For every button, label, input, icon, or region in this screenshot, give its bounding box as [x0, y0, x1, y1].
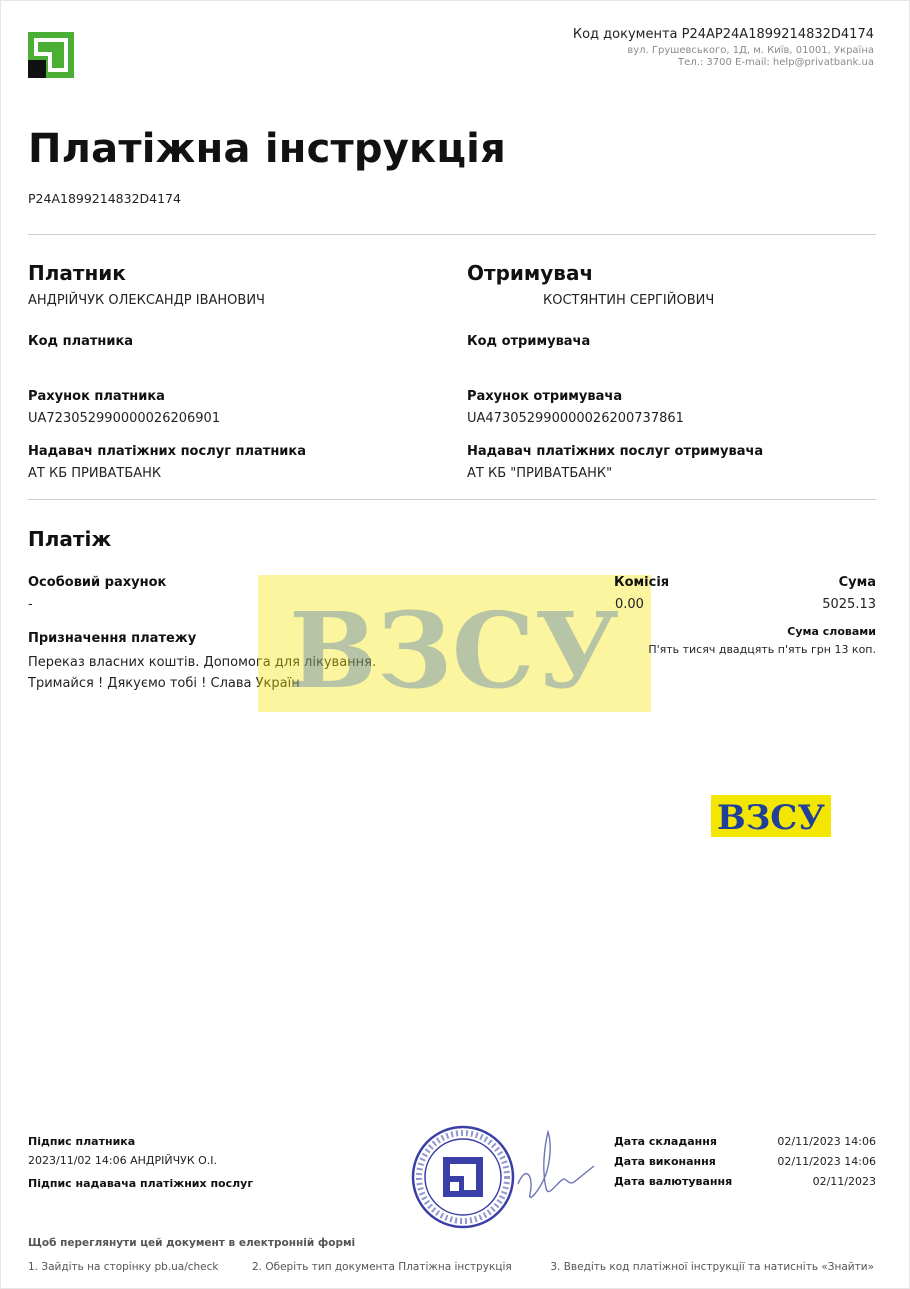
- recipient-account: UA473052990000026200737861: [467, 411, 684, 426]
- payer-code-label: Код платника: [28, 334, 134, 349]
- sum-words-label: Сума словами: [787, 625, 876, 638]
- recipient-account-label: Рахунок отримувача: [467, 389, 623, 404]
- instruction-id: P24A1899214832D4174: [28, 191, 181, 206]
- commission-label: Комісія: [614, 575, 670, 590]
- handwritten-signature-icon: [512, 1124, 596, 1212]
- divider: [28, 499, 876, 500]
- purpose-line-1: Переказ власних коштів. Допомога для лікування.: [28, 655, 377, 670]
- document-code: Код документа P24AP24A1899214832D4174: [572, 27, 874, 42]
- payer-heading: Платник: [28, 261, 126, 285]
- recipient-provider-label: Надавач платіжних послуг отримувача: [467, 444, 764, 459]
- personal-account-label: Особовий рахунок: [28, 575, 167, 590]
- date-value-label: Дата валютування: [614, 1175, 733, 1188]
- vzsu-small-stamp-text: ВЗСУ: [717, 798, 825, 837]
- vzsu-small-stamp: [711, 795, 831, 837]
- bank-seal-icon: [410, 1124, 516, 1230]
- payer-provider-label: Надавач платіжних послуг платника: [28, 444, 307, 459]
- footer-step-3: 3. Введіть код платіжної інструкції та натисніть «Знайти»: [550, 1261, 874, 1273]
- page-title: Платіжна інструкція: [28, 126, 506, 172]
- personal-account-value: -: [28, 597, 33, 612]
- date-value-value: 02/11/2023: [812, 1175, 876, 1188]
- date-executed-label: Дата виконання: [614, 1155, 716, 1168]
- bank-address: вул. Грушевського, 1Д, м. Київ, 01001, Україна: [627, 45, 874, 56]
- vzsu-stamp-text: ВЗСУ: [288, 589, 620, 712]
- payer-account-label: Рахунок платника: [28, 389, 165, 404]
- date-executed-value: 02/11/2023 14:06: [777, 1155, 876, 1168]
- footer-step-2: 2. Оберіть тип документа Платіжна інструкція: [252, 1261, 512, 1273]
- privatbank-logo-icon: [28, 32, 74, 78]
- recipient-name: КОСТЯНТИН СЕРГІЙОВИЧ: [543, 293, 715, 308]
- provider-signature-label: Підпис надавача платіжних послуг: [28, 1177, 254, 1190]
- payer-signature-label: Підпис платника: [28, 1135, 136, 1148]
- recipient-provider: АТ КБ "ПРИВАТБАНК": [467, 466, 613, 481]
- sum-value: 5025.13: [822, 597, 876, 612]
- date-created-value: 02/11/2023 14:06: [777, 1135, 876, 1148]
- recipient-heading: Отримувач: [467, 261, 594, 285]
- purpose-label: Призначення платежу: [28, 631, 197, 646]
- footer-step-1: 1. Зайдіть на сторінку pb.ua/check: [28, 1261, 219, 1273]
- sum-label: Сума: [838, 575, 876, 590]
- recipient-code-label: Код отримувача: [467, 334, 591, 349]
- purpose-line-2: Тримайся ! Дякуємо тобі ! Слава Україн: [28, 676, 300, 691]
- payment-heading: Платіж: [28, 527, 112, 551]
- payer-signature-value: 2023/11/02 14:06 АНДРІЙЧУК О.І.: [28, 1154, 218, 1167]
- payer-account: UA723052990000026206901: [28, 411, 221, 426]
- sum-words-value: П'ять тисяч двадцять п'ять грн 13 коп.: [648, 643, 876, 656]
- divider: [28, 234, 876, 235]
- bank-contacts: Тел.: 3700 E-mail: help@privatbank.ua: [678, 57, 874, 68]
- footer-view-label: Щоб переглянути цей документ в електронній формі: [28, 1237, 356, 1249]
- date-created-label: Дата складання: [614, 1135, 717, 1148]
- payer-name: АНДРІЙЧУК ОЛЕКСАНДР ІВАНОВИЧ: [28, 293, 265, 308]
- commission-value: 0.00: [615, 597, 644, 612]
- vzsu-stamp: [258, 575, 651, 712]
- payer-provider: АТ КБ ПРИВАТБАНК: [28, 466, 162, 481]
